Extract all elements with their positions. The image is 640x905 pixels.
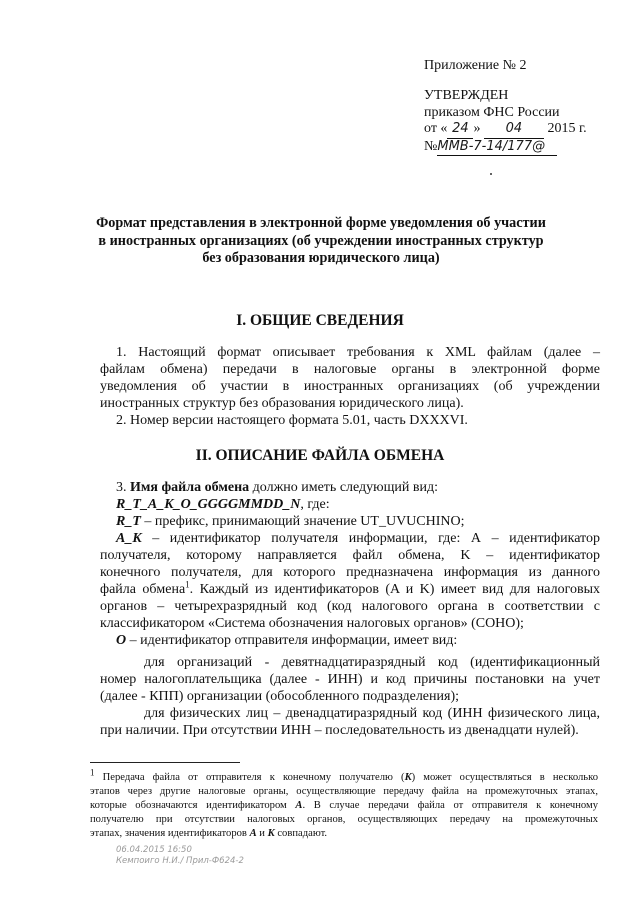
footnote-ref: 1 [185, 579, 190, 590]
registration-stamp: 06.04.2015 16:50 Кемпоиго Н.И./ Прил-Ф624-2 [116, 845, 244, 866]
footnote-divider [90, 762, 240, 763]
ink-dot [490, 173, 492, 175]
paragraph-line: 3. Имя файла обмена должно иметь следующий вид: [116, 480, 439, 495]
handwritten-month: 04 [484, 121, 544, 139]
paragraph-line: файла обмена$^1$. Каждый из идентификаторов (A и K) имеет вид для налоговых [100, 579, 600, 597]
paragraph-line: классификатором «Система обозначения налоговых органов» (СОНО); [100, 616, 524, 631]
paragraph-line: конечного получателя, для которого предназначена информация из данного [100, 565, 600, 580]
section-heading: II. ОПИСАНИЕ ФАЙЛА ОБМЕНА [195, 447, 445, 464]
paragraph-line: R_T – префикс, принимающий значение UT_UVUCHINO; [116, 514, 465, 529]
paragraph-line: уведомления об участии в иностранных организациях (об учреждении [100, 379, 600, 394]
paragraph-line: для физических лиц – двенадцатиразрядный код (ИНН физического лица, [144, 706, 600, 721]
paragraph-line: 1. Настоящий формат описывает требования к XML файлам (далее – [116, 345, 600, 360]
paragraph-line: для организаций - девятнадцатиразрядный код (идентификационный [144, 655, 600, 670]
paragraph-line: (далее - КПП) организации (обособленного подразделения); [100, 689, 459, 704]
appendix-label: Приложение № 2 [424, 58, 527, 73]
paragraph-line: органов – четырехразрядный код (код налогового органа в соответствии с [100, 599, 600, 614]
footnote-line: $^1$ Передача файла от отправителя к конечному получателю (K) может осуществляться в несколько [90, 767, 598, 783]
paragraph-line: иностранных структур без образования юридического лица). [100, 396, 464, 411]
approved-line: УТВЕРЖДЕН [424, 88, 509, 103]
approved-line: приказом ФНС России [424, 104, 560, 120]
file-name-pattern: R_T_A_K_O_GGGGMMDD_N, где: [116, 497, 330, 512]
approval-number: №ММВ-7-14/177@ [424, 139, 587, 157]
footnote-line: этапах, значения идентификаторов A и K совпадают. [90, 828, 328, 839]
approval-block [424, 88, 587, 156]
handwritten-order-number: ММВ-7-14/177@ [437, 139, 557, 157]
paragraph-line: получателя, которому направляется файл обмена, K – идентификатор [100, 548, 600, 563]
paragraph-line: 2. Номер версии настоящего формата 5.01, часть DXXXVI. [116, 413, 468, 428]
section-heading: I. ОБЩИЕ СВЕДЕНИЯ [236, 312, 404, 329]
paragraph-line: при наличии. При отсутствии ИНН – последовательность из двенадцати нулей). [100, 723, 579, 738]
approval-date: от « 24 » 04 2015 г. [424, 121, 587, 139]
paragraph-line: A_K – идентификатор получателя информации, где: А – идентификатор [116, 531, 600, 546]
paragraph-line: номер налогоплательщика (далее - ИНН) и код причины постановки на учет [100, 672, 600, 687]
document-title: Формат представления в электронной форме уведомления об участии в иностранных организациях (об учреждении иностранных структур без образования юридического лица) [96, 215, 546, 266]
handwritten-day: 24 [447, 121, 473, 139]
paragraph-line: файлам обмена) передачи в налоговые органы в электронной форме [100, 362, 600, 377]
footnote-line: получателю при отсутствии налоговых органов, осуществляющих передачу на промежуточных [90, 814, 598, 825]
paragraph-line: O – идентификатор отправителя информации, имеет вид: [116, 633, 458, 648]
footnote-line: этапов через другие налоговые органы, осуществляющие передачу файла на промежуточных этапах, [90, 786, 598, 797]
footnote-line: которые обозначаются идентификатором A. В случае передачи файла от отправителя к конечному [90, 800, 598, 811]
